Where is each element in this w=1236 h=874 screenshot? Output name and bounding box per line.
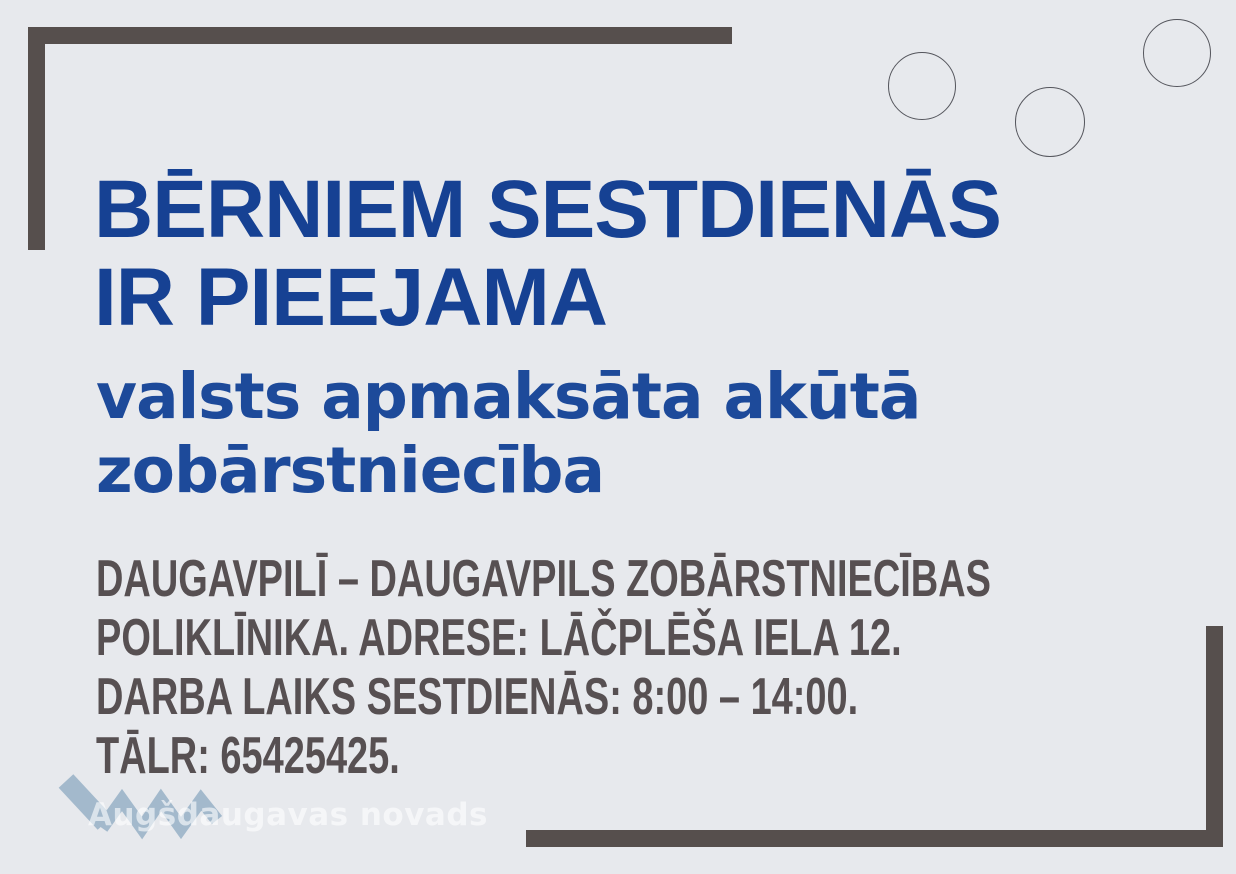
title-line-2: IR PIEEJAMA <box>94 252 607 343</box>
circle-decoration <box>1143 19 1211 87</box>
watermark-text: Augšdaugavas novads <box>88 797 488 833</box>
circle-decoration <box>888 52 956 120</box>
body-line-phone: TĀLR: 65425425. <box>96 727 400 785</box>
body-line-location: DAUGAVPILĪ – DAUGAVPILS ZOBĀRSTNIECĪBAS <box>96 550 991 608</box>
subtitle-line-1: valsts apmaksāta akūtā <box>96 360 921 433</box>
circle-decoration <box>1015 87 1085 157</box>
body-line-address: POLIKLĪNIKA. ADRESE: LĀČPLĒŠA IELA 12. <box>96 609 902 667</box>
corner-bracket-bottom-right-vertical <box>1206 626 1223 847</box>
body-text <box>96 550 991 786</box>
body-line-hours: DARBA LAIKS SESTDIENĀS: 8:00 – 14:00. <box>96 668 859 726</box>
page-title <box>94 166 1001 342</box>
subtitle <box>96 360 920 508</box>
subtitle-line-2: zobārstniecība <box>96 434 604 507</box>
title-line-1: BĒRNIEM SESTDIENĀS <box>94 164 1001 255</box>
corner-bracket-top-left-horizontal <box>28 27 732 44</box>
corner-bracket-top-left-vertical <box>28 27 45 250</box>
corner-bracket-bottom-right-horizontal <box>526 830 1223 847</box>
